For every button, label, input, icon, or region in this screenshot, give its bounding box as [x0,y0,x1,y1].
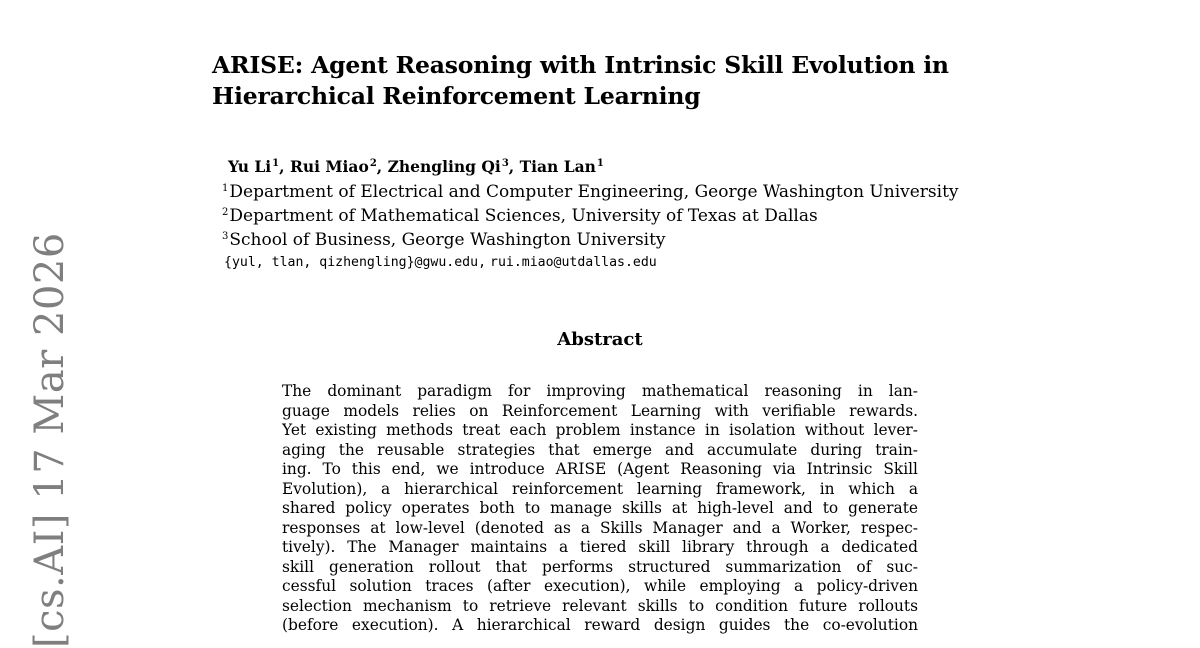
email-group: {yul, tlan, qizhengling}@gwu.edu, [224,255,487,270]
abstract-line: ing. To this end, we introduce ARISE (Agent Reasoning via Intrinsic Skill [282,460,918,478]
author-affiliation-mark: 1 [596,158,604,169]
author-emails [224,253,657,273]
author-name: Yu Li [228,157,272,176]
abstract-line: skill generation rollout that performs structured summarization of suc- [282,557,918,576]
abstract-line: aging the reusable strategies that emerge and accumulate during train- [282,440,918,459]
abstract-line: (before execution). A hierarchical reward design guides the co-evolution [282,616,918,634]
abstract-line: Yet existing methods treat each problem instance in isolation without lever- [282,421,918,439]
abstract-heading-text: Abstract [557,329,643,350]
author-name: Zhengling Qi [387,157,501,176]
abstract-line: selection mechanism to retrieve relevant skills to condition future rollouts [282,596,918,615]
affiliation [222,204,818,231]
affiliation-mark: 2 [222,207,229,218]
author-affiliation-mark: 2 [369,158,377,169]
affiliation-mark: 3 [222,231,229,242]
abstract-line: responses at low-level (denoted as a Skills Manager and a Worker, respec- [282,518,918,537]
affiliation-text: Department of Electrical and Computer Engineering, George Washington University [229,182,959,202]
author-name: Rui Miao [289,157,369,176]
abstract-line: tively). The Manager maintains a tiered skill library through a dedicated [282,538,918,556]
affiliation [222,180,959,207]
abstract-line: guage models relies on Reinforcement Learning with verifiable rewards. [282,401,918,420]
affiliation-mark: 1 [222,183,229,194]
arxiv-identifier-stamp: [cs.AI] 17 Mar 2026 [27,232,73,648]
email-address: rui.miao@utdallas.edu [490,255,657,270]
abstract-body [282,382,918,636]
affiliation-text: Department of Mathematical Sciences, University of Texas at Dallas [229,206,818,226]
author-list: Yu Li$^1$, Rui Miao$^2$, Zhengling Qi$^3$, Tian Lan$^1$ [228,157,604,176]
affiliation-text: School of Business, George Washington University [229,230,666,250]
paper-title [212,50,1032,112]
paper-title-line: ARISE: Agent Reasoning with Intrinsic Skill Evolution in [212,51,949,79]
paper-title-line: Hierarchical Reinforcement Learning [212,82,701,110]
author-name: Tian Lan [519,157,596,176]
abstract-line: cessful solution traces (after execution), while employing a policy-driven [282,577,918,595]
author-affiliation-mark: 3 [501,158,509,169]
abstract-heading [0,327,1200,353]
author-affiliation-mark: 1 [272,158,280,169]
abstract-line: The dominant paradigm for improving mathematical reasoning in lan- [282,382,918,400]
abstract-line: Evolution), a hierarchical reinforcement learning framework, in which a [282,479,918,498]
abstract-line: shared policy operates both to manage skills at high-level and to generate [282,499,918,517]
affiliation [222,228,666,255]
